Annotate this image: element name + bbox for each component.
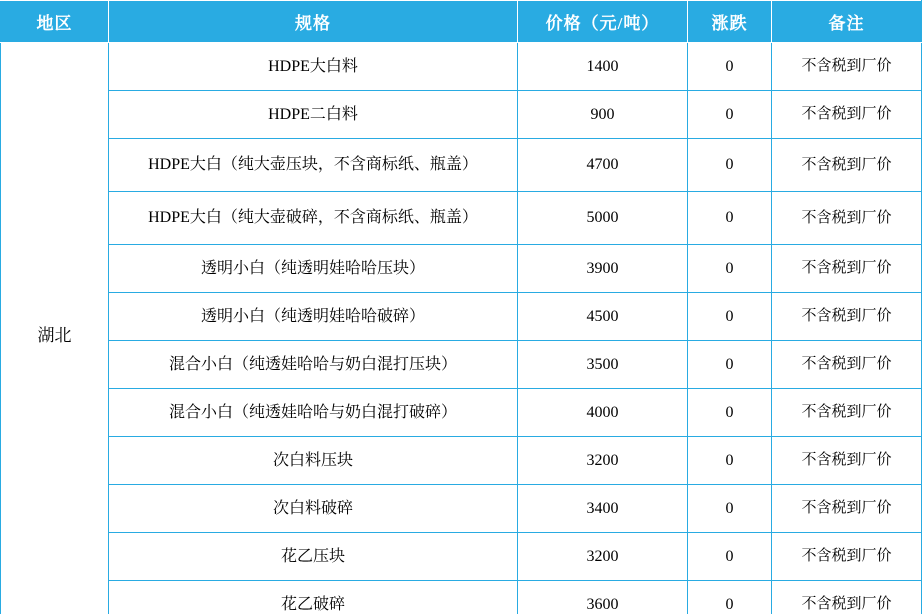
table-row [1,485,922,533]
price-cell: 900 [518,91,688,139]
change-cell: 0 [688,389,772,437]
remark-cell: 不含税到厂价 [772,389,922,437]
table-row [1,139,922,192]
change-cell: 0 [688,245,772,293]
remark-cell: 不含税到厂价 [772,341,922,389]
table-row [1,581,922,614]
spec-cell: HDPE大白（纯大壶压块，不含商标纸、瓶盖） [109,139,518,192]
column-header-remark: 备注 [772,1,922,43]
change-cell: 0 [688,192,772,245]
table-row [1,389,922,437]
price-cell: 4700 [518,139,688,192]
change-cell: 0 [688,485,772,533]
change-cell: 0 [688,437,772,485]
table-row [1,437,922,485]
change-cell: 0 [688,139,772,192]
price-cell: 4000 [518,389,688,437]
remark-cell: 不含税到厂价 [772,245,922,293]
price-cell: 3600 [518,581,688,614]
spec-cell: 花乙压块 [109,533,518,581]
change-cell: 0 [688,581,772,614]
spec-cell: 次白料压块 [109,437,518,485]
change-cell: 0 [688,293,772,341]
spec-cell: 透明小白（纯透明娃哈哈压块） [109,245,518,293]
price-cell: 4500 [518,293,688,341]
change-cell: 0 [688,91,772,139]
table-header [1,1,922,43]
remark-cell: 不含税到厂价 [772,91,922,139]
spec-cell: 混合小白（纯透娃哈哈与奶白混打压块） [109,341,518,389]
change-cell: 0 [688,43,772,91]
price-cell: 3900 [518,245,688,293]
remark-cell: 不含税到厂价 [772,43,922,91]
price-cell: 3200 [518,437,688,485]
spec-cell: 透明小白（纯透明娃哈哈破碎） [109,293,518,341]
spec-cell: 次白料破碎 [109,485,518,533]
price-cell: 3200 [518,533,688,581]
change-cell: 0 [688,533,772,581]
remark-cell: 不含税到厂价 [772,293,922,341]
table-row [1,43,922,91]
spec-cell: 花乙破碎 [109,581,518,614]
price-cell: 3500 [518,341,688,389]
spec-cell: HDPE大白（纯大壶破碎，不含商标纸、瓶盖） [109,192,518,245]
remark-cell: 不含税到厂价 [772,485,922,533]
price-cell: 3400 [518,485,688,533]
remark-cell: 不含税到厂价 [772,437,922,485]
table-row [1,293,922,341]
remark-cell: 不含税到厂价 [772,581,922,614]
column-header-spec: 规格 [109,1,518,43]
table-row [1,91,922,139]
table-row [1,245,922,293]
remark-cell: 不含税到厂价 [772,533,922,581]
change-cell: 0 [688,341,772,389]
price-cell: 1400 [518,43,688,91]
spec-cell: HDPE大白料 [109,43,518,91]
remark-cell: 不含税到厂价 [772,139,922,192]
region-cell: 湖北 [1,43,109,614]
table-header-row [1,1,922,43]
table-row [1,192,922,245]
column-header-change: 涨跌 [688,1,772,43]
spec-cell: HDPE二白料 [109,91,518,139]
spec-cell: 混合小白（纯透娃哈哈与奶白混打破碎） [109,389,518,437]
table-row [1,533,922,581]
price-cell: 5000 [518,192,688,245]
remark-cell: 不含税到厂价 [772,192,922,245]
column-header-price: 价格（元/吨） [518,1,688,43]
table-body [1,43,922,614]
table-row [1,341,922,389]
column-header-region: 地区 [1,1,109,43]
